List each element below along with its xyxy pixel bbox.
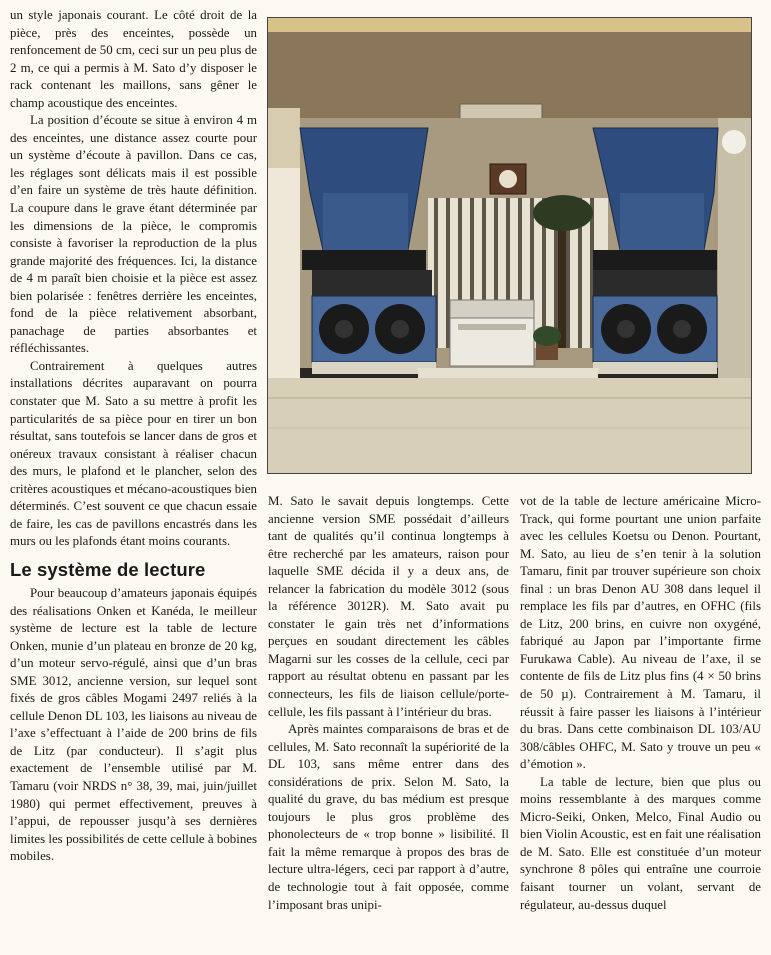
right-column (520, 493, 761, 914)
right-speaker (593, 128, 718, 374)
small-plant (533, 326, 561, 346)
paragraph: Contrairement à quelques autres installations décrites auparavant on pourra constater que M. Sato a su mettre à profit les particularités de sa pièce pour en tirer un bon résultat, sans toutefois se lancer dans de gros et onéreux travaux consistant à réaliser chacun des murs, le plafond et le plancher, selon des critères acoustiques et mécano-acoustiques bien déterminés. C’est souvent ce que chacun essaie de faire, les cas de pavillons encastrés dans les murs ou les plafonds étant moins courants. (10, 358, 257, 549)
paragraph: Après maintes comparaisons de bras et de cellules, M. Sato reconnaît la supériorité de la DL 103, sans même entrer dans des considérations de prix. Selon M. Sato, la qualité du grave, du bas médium est presque toujours le plus gros problème des phonolecteurs de « trop bonne » lisibilité. Il fait la même remarque à propos des bras de lecture ultra-légers, ceci par rapport à d’autre, de technologie tout à fait opposée, comme l’imposant bras unipi- (268, 722, 509, 912)
paragraph: La position d’écoute se situe à environ 4 m des enceintes, une distance assez courte pour un système d’écoute à pavillon. Dans ce cas, les réglages sont délicats mais il est possible d’en faire un système de très haute définition. La coupure dans le grave étant déterminée par les dimensions de la pièce, le compromis consiste à favoriser la reproduction de la plus grande majorité des fréquences. Ici, la distance de 4 m paraît bien choisie et la pièce est assez bien polarisée : fenêtres derrière les enceintes, fond de la pièce relativement absorbant, panachage de parties absorbantes et réfléchissantes. (10, 113, 257, 356)
listening-room-photo (267, 17, 752, 474)
right-wall (718, 118, 752, 408)
left-curtain (268, 168, 300, 378)
paragraph: Pour beaucoup d’amateurs japonais équipés des réalisations Onken et Kanéda, le meilleur système de lecture est la table de lecture Onken, munie d’un plateau en bronze de 20 kg, d’un moteur servo-régulé, ainsi que d’un bras SME 3012, ancienne version, sur lequel sont fixés de gros câbles Mogami 2497 reliés à la cellule Denon DL 103, les liaisons au niveau de l’axe s’effectuant à l’aide de 200 brins de fils de Litz (par conducteur). Il s’agit plus exactement de l’ensemble utilisé par M. Tamaru (voir NRDS n° 38, 39, mai, juin/juillet 1980) qui permet effectivement, preuves à l’appui, de repousser jusqu’à ses dernières limites les possibilités de cette cellule à bobines mobiles. (10, 585, 257, 864)
paper-lamp (722, 130, 746, 154)
left-speaker (300, 128, 436, 374)
floor (268, 378, 752, 474)
plant-stem (558, 218, 566, 348)
paragraph: M. Sato le savait depuis longtemps. Cette ancienne version SME possédait d’ailleurs tant de qualités qu’il continua longtemps à être recherché par les amateurs, raison pour laquelle SME décida il y a deux ans, de relancer la fabrication du modèle 3012 (sous la référence 3012R). M. Sato avait pu constater le gain très net d’informations perçues en soudant directement les câbles Magarni sur les cosses de la cellule, ceci par rapport au résultat obtenu en passant par les connecteurs, les fils de liaison cellule/porte-cellule, les fils passant à l’intérieur du bras. (268, 494, 509, 719)
paragraph: vot de la table de lecture américaine Micro-Track, qui forme pourtant une union parfaite avec les cellules Koetsu ou Denon. Pourtant, M. Sato, au lieu de s’en tenir à la solution Tamaru, finit par trouver supérieure son choix final : un bras Denon AU 308 dans lequel il remplace les fils par d’autres, en OFHC (fils de Litz, 200 brins, en cuivre non oxygéné, fabriqué au Japon par l’importante firme Furukawa Cable). Au niveau de l’axe, il se contente de fils de Litz plus fins (4 × 50 brins de 50 µ). Contrairement à M. Tamaru, il réussit à faire passer les liaisons à l’intérieur du bras. Dans cette combinaison DL 103/AU 308/câbles OHFC, M. Sato y trouve un peu « d’émotion ». (520, 494, 761, 772)
center-amplifier (450, 300, 534, 366)
floor-step (418, 368, 598, 378)
paragraph: La table de lecture, bien que plus ou moins ressemblante à des marques comme Micro-Seiki, Onken, Melco, Final Audio ou bien Violin Acoustic, est en fait une réalisation de M. Sato. Elle est constituée d’un moteur synchrone 8 pôles qui entraîne une courroie faisant tourner un volant, servant de régulateur, au-dessus duquel (520, 774, 761, 912)
left-column (10, 7, 257, 866)
paragraph: un style japonais courant. Le côté droit de la pièce, près des enceintes, possède un renfoncement de 50 cm, ceci sur un peu plus de 2 m, ce qui a permis à M. Sato d’y disposer le rack contenant les maillons, sans gêner le champ acoustique des enceintes. (10, 8, 257, 110)
section-heading: Le système de lecture (10, 558, 206, 580)
room-illustration (268, 18, 752, 474)
ceiling-light-strip (268, 18, 752, 32)
ceiling (268, 18, 752, 118)
clock-face (499, 170, 517, 188)
middle-column (268, 493, 509, 914)
plant-leaves (533, 195, 593, 231)
